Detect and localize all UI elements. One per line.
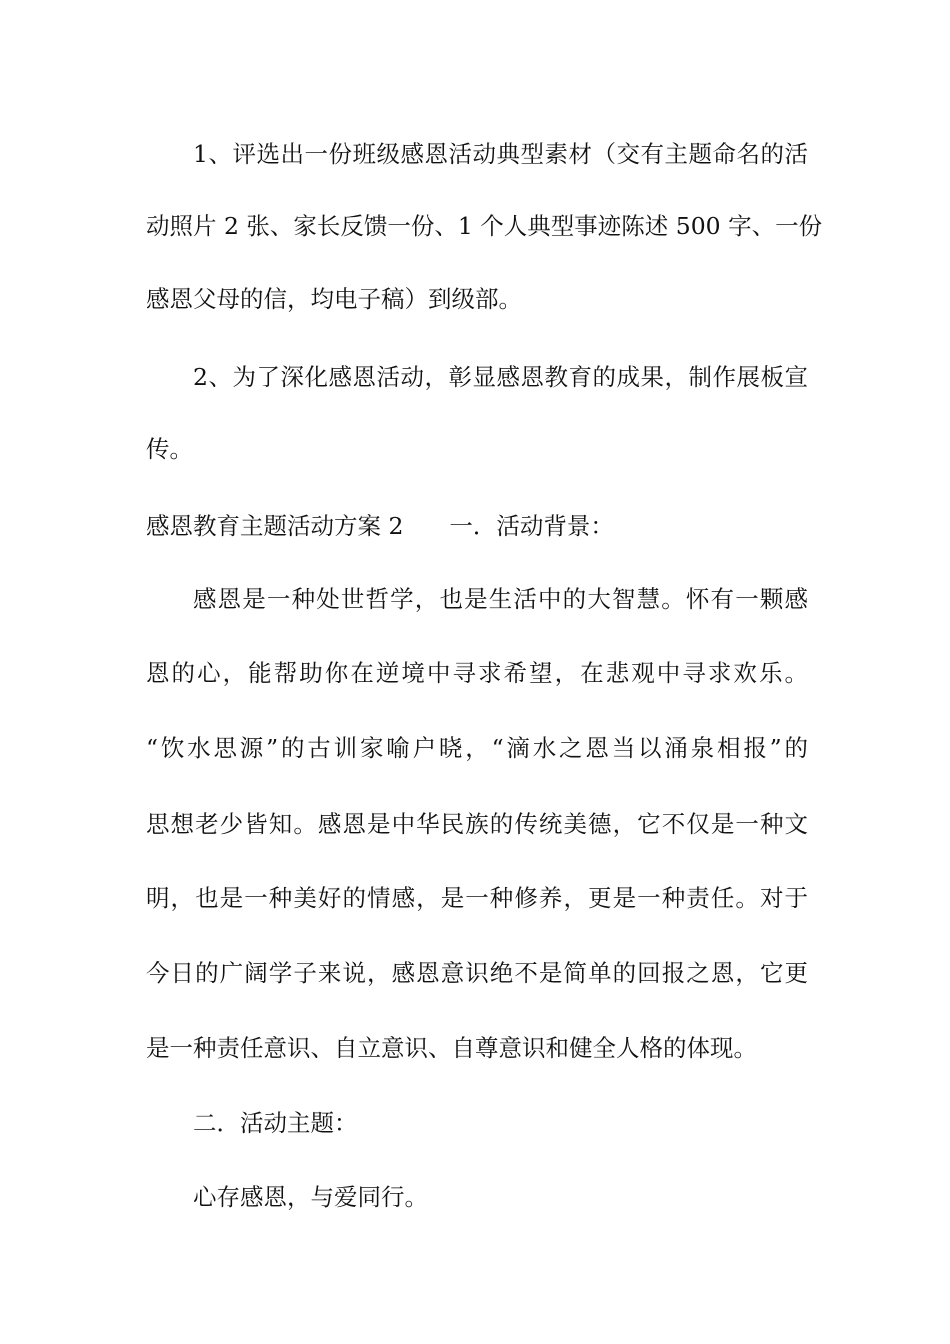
paragraph-line: 思想老少皆知。感恩是中华民族的传统美德，它不仅是一种文 <box>146 810 808 838</box>
paragraph-line: 传。 <box>146 435 193 463</box>
paragraph-line: 是一种责任意识、自立意识、自尊意识和健全人格的体现。 <box>146 1034 757 1062</box>
paragraph-line: 感恩父母的信，均电子稿）到级部。 <box>146 285 522 313</box>
paragraph-line: 恩的心，能帮助你在逆境中寻求希望，在悲观中寻求欢乐。 <box>146 659 808 687</box>
plan-title: 感恩教育主题活动方案 2 <box>146 512 404 540</box>
paragraph-line: 今日的广阔学子来说，感恩意识绝不是简单的回报之恩，它更 <box>146 959 808 987</box>
paragraph-line: 心存感恩，与爱同行。 <box>193 1183 428 1211</box>
paragraph-line: 2、为了深化感恩活动，彰显感恩教育的成果，制作展板宣 <box>193 363 808 391</box>
paragraph-line: 感恩是一种处世哲学，也是生活中的大智慧。怀有一颗感 <box>193 585 808 613</box>
paragraph-line: 明，也是一种美好的情感，是一种修养，更是一种责任。对于 <box>146 884 808 912</box>
paragraph-line: 动照片 2 张、家长反馈一份、1 个人典型事迹陈述 500 字、一份 <box>146 212 823 240</box>
section-heading: 二．活动主题： <box>193 1109 358 1137</box>
paragraph-line: “饮水思源”的古训家喻户晓，“滴水之恩当以涌泉相报”的 <box>146 734 808 762</box>
section-heading-row <box>146 508 614 544</box>
paragraph-line: 1、评选出一份班级感恩活动典型素材（交有主题命名的活 <box>193 140 808 168</box>
section-heading: 一．活动背景： <box>449 512 614 540</box>
